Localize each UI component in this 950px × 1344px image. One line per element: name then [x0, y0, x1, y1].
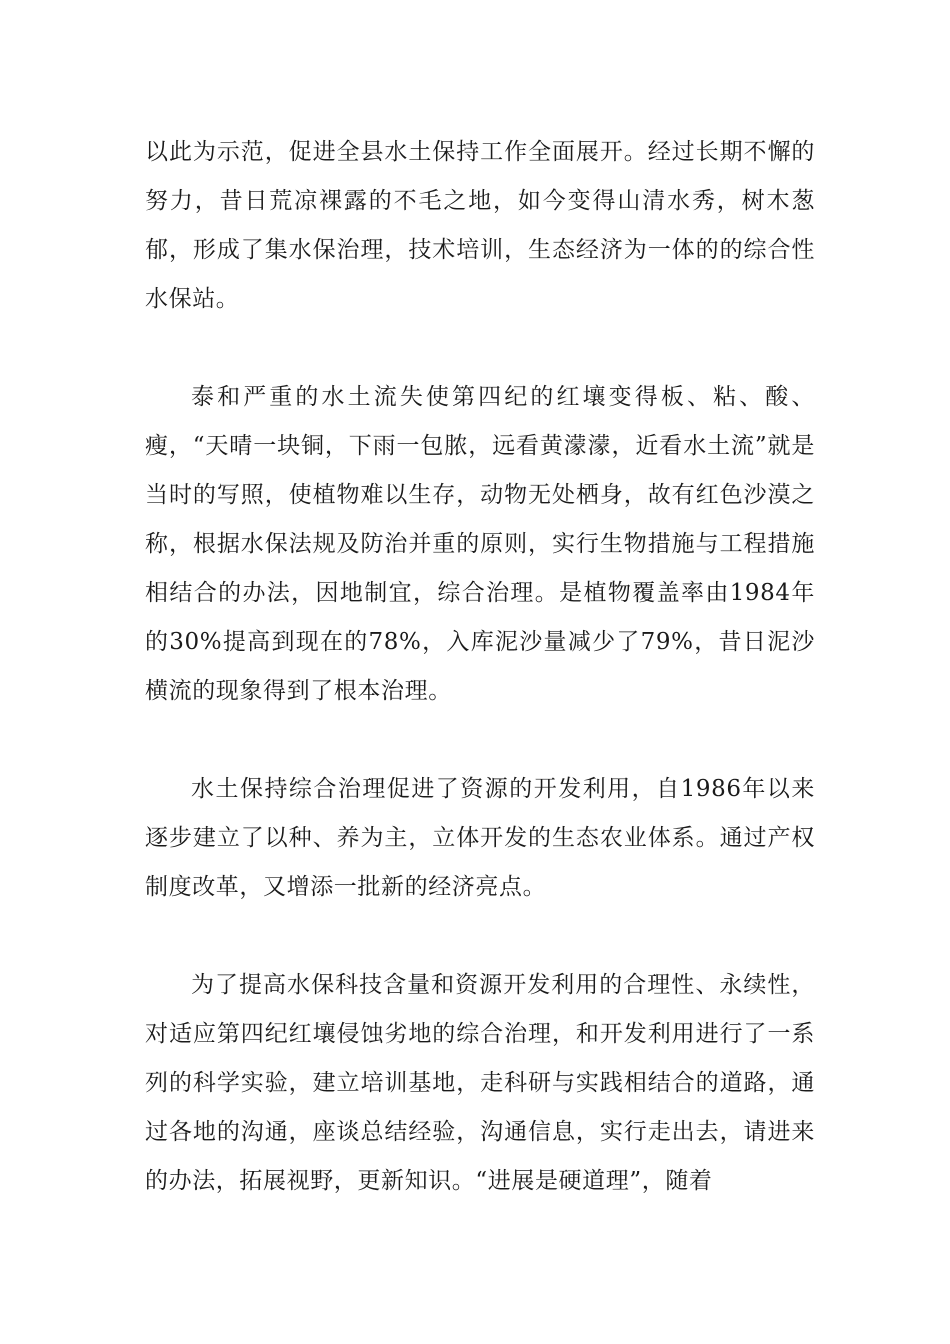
paragraph-3: 水土保持综合治理促进了资源的开发利用，自1986年以来逐步建立了以种、养为主，立体开发的生态农业体系。通过产权制度改革，又增添一批新的经济亮点。	[145, 776, 815, 900]
paragraph-4: 为了提高水保科技含量和资源开发利用的合理性、永续性，对适应第四纪红壤侵蚀劣地的综合治理，和开发利用进行了一系列的科学实验，建立培训基地，走科研与实践相结合的道路，通过各地的沟通，座谈总结经验，沟通信息，实行走出去，请进来的办法，拓展视野，更新知识。“进展是硬道理”，随着	[145, 972, 815, 1194]
paragraph-1: 以此为示范，促进全县水土保持工作全面展开。经过长期不懈的努力，昔日荒凉裸露的不毛之地，如今变得山清水秀，树木葱郁，形成了集水保治理，技术培训，生态经济为一体的的综合性水保站。	[145, 139, 815, 312]
document-body	[145, 128, 815, 1255]
paragraph-2: 泰和严重的水土流失使第四纪的红壤变得板、粘、酸、瘦，“天晴一块铜，下雨一包脓，远看黄濛濛，近看水土流”就是当时的写照，使植物难以生存，动物无处栖身，故有红色沙漠之称，根据水保法规及防治并重的原则，实行生物措施与工程措施相结合的办法，因地制宜，综合治理。是植物覆盖率由1984年的30%提高到现在的78%，入库泥沙量减少了79%，昔日泥沙横流的现象得到了根本治理。	[145, 384, 815, 704]
